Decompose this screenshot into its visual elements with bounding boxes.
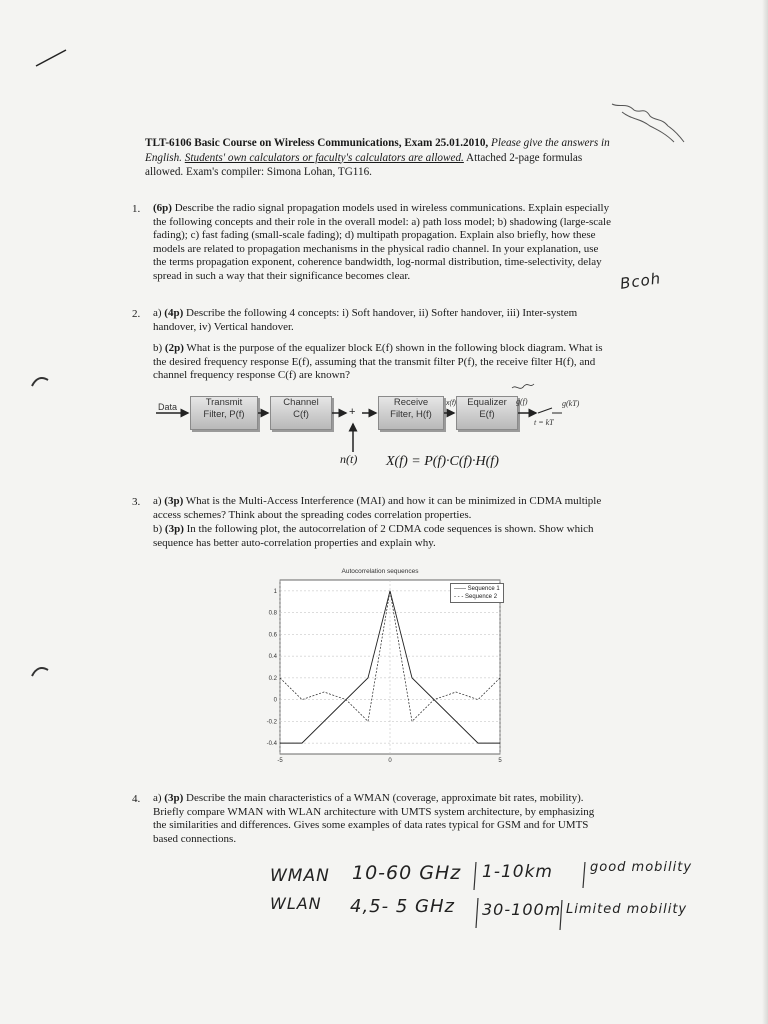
transmit-filter-line1: Transmit <box>205 397 243 408</box>
margin-note: Bcoh <box>618 269 663 293</box>
equalizer-line2: E(f) <box>479 409 495 420</box>
gf-label: g(f) <box>516 397 528 406</box>
transmit-filter-line2: Filter, P(f) <box>203 409 245 420</box>
q3a-text <box>153 495 608 522</box>
hw-row2-label: WLAN <box>270 894 322 913</box>
legend-entry-1: —— Sequence 1 <box>454 586 500 592</box>
q2a-prefix: a) <box>153 307 165 319</box>
q2-number: 2. <box>132 308 141 320</box>
plot-frame <box>280 580 500 754</box>
noise-label: n(t) <box>340 452 358 466</box>
y-tick-label: 0.2 <box>268 675 277 682</box>
calculator-note: Students' own calculators or faculty's calculators are allowed. <box>184 151 464 164</box>
q3a-body: What is the Multi-Access Interference (MAI) and how it can be minimized in CDMA multiple access schemes? Think about the spreading codes correlation properties. <box>153 495 602 521</box>
y-tick-label: 0.6 <box>268 632 277 639</box>
q2b-text <box>153 342 613 383</box>
legend-entry-2: - - - Sequence 2 <box>454 594 498 600</box>
xf-label: x(f) <box>446 400 457 407</box>
q2a-body: Describe the following 4 concepts: i) Soft handover, ii) Softer handover, iii) Inter-system handover, iv) Vertical handover. <box>153 307 578 333</box>
hw-row1-mobility: good mobility <box>590 860 693 875</box>
y-tick-label: -0.4 <box>266 741 277 748</box>
punch-marks <box>28 370 52 690</box>
q1-number: 1. <box>132 203 141 215</box>
y-tick-label: 1 <box>273 588 277 595</box>
q3b-body: In the following plot, the autocorrelation of 2 CDMA code sequences is shown. Show which sequence has better auto-correlation properties and explain why. <box>153 523 594 549</box>
q3b-prefix: b) <box>153 523 165 535</box>
channel-line2: C(f) <box>293 409 309 420</box>
equalizer-line1: Equalizer <box>467 397 507 408</box>
q2b-body: What is the purpose of the equalizer block E(f) shown in the following block diagram. What is the desired frequency response E(f), assuming that the transmit filter P(f), the receive filter H(f), and channel frequency response C(f) are known? <box>153 342 603 382</box>
receive-filter-line1: Receive <box>393 397 429 408</box>
q4a-prefix: a) <box>153 792 165 804</box>
q2b-prefix: b) <box>153 342 165 354</box>
legend-label-2: Sequence 2 <box>465 594 498 600</box>
sampling-label: t = kT <box>534 418 554 427</box>
course-title: TLT-6106 Basic Course on Wireless Communications, Exam 25.01.2010, <box>145 137 489 149</box>
q2b-points: (2p) <box>164 342 184 354</box>
q2a-points: (4p) <box>164 307 184 319</box>
hw-row1-label: WMAN <box>270 866 330 886</box>
receive-filter-line2: Filter, H(f) <box>390 409 432 420</box>
y-tick-label: -0.2 <box>266 719 277 726</box>
q3-number: 3. <box>132 496 141 508</box>
gkT-label: g(kT) <box>562 399 580 408</box>
header-rest: Attached 2-page formulas allowed. Exam's compiler: Simona Lohan, TG116. <box>145 151 583 178</box>
q3b-text <box>153 523 613 550</box>
q3a-points: (3p) <box>164 495 184 507</box>
block-diagram <box>150 380 620 480</box>
chart-legend <box>450 583 504 603</box>
summing-plus: + <box>349 406 356 418</box>
hw-row2-freq: 4,5- 5 GHz <box>350 896 455 917</box>
x-tick-label: 5 <box>498 758 502 764</box>
q1-body: Describe the radio signal propagation models used in wireless communications. Explain especially the following concepts and their role in the overall model: a) path loss model; b) shadowing (large-scale fading); c) fast fading (small-scale fading); d) multipath propagation. Explain also briefly, how these models are related to propagation mechanisms in the physical radio channel. In your explanation, use the terms propagation exponent, coherence bandwidth, log-normal distribution, time-selectivity, delay spread in such a way that their significance becomes clear. <box>153 202 611 282</box>
handwritten-equation: X(f) = P(f)·C(f)·H(f) <box>386 454 499 469</box>
x-tick-label: 0 <box>388 758 392 764</box>
english-note: Please give the answers in English. <box>145 137 610 164</box>
chart-title: Autocorrelation sequences <box>341 568 419 575</box>
y-tick-label: 0 <box>273 697 277 704</box>
q1-text <box>153 202 613 284</box>
q4a-body: Describe the main characteristics of a WMAN (coverage, approximate bit rates, mobility). Briefly compare WMAN with WLAN architecture with UMTS system architecture, by emphasizing the similarities and differences. Gives some examples of data rates typical for GSM and for UMTS based connections. <box>153 792 595 845</box>
q4-number: 4. <box>132 793 141 805</box>
q2a-text <box>153 307 608 334</box>
y-tick-label: 0.4 <box>268 654 277 661</box>
exam-header <box>145 136 615 180</box>
q4a-text <box>153 792 608 846</box>
legend-label-1: Sequence 1 <box>467 586 500 592</box>
channel-line1: Channel <box>283 397 319 408</box>
hw-row2-range: 30-100m <box>482 900 562 919</box>
data-label: Data <box>158 402 178 412</box>
autocorrelation-chart <box>250 566 510 766</box>
q4a-points: (3p) <box>164 792 184 804</box>
x-tick-label: -5 <box>277 758 283 764</box>
hw-row2-mobility: Limited mobility <box>566 902 688 917</box>
diagram-arrows <box>150 380 620 480</box>
q3a-prefix: a) <box>153 495 165 507</box>
hw-dividers <box>0 850 768 940</box>
hw-row1-freq: 10-60 GHz <box>352 862 462 884</box>
q1-points: (6p) <box>153 202 172 214</box>
hw-row1-range: 1-10km <box>482 862 553 882</box>
q3b-points: (3p) <box>164 523 184 535</box>
y-tick-label: 0.8 <box>268 610 277 617</box>
